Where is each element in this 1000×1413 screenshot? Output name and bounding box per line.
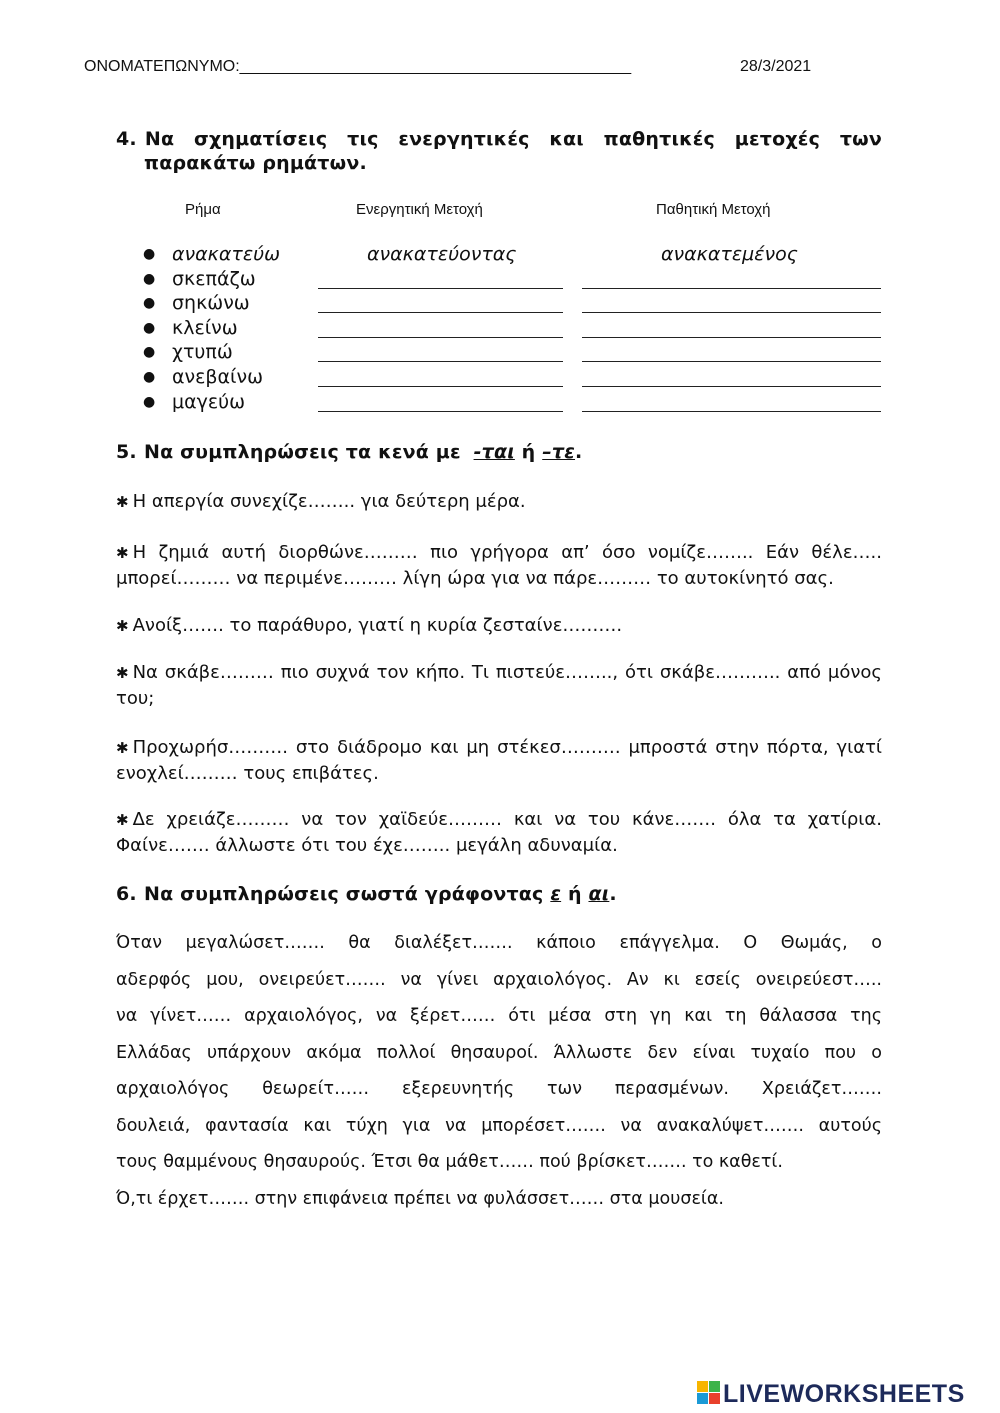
logo-squares-icon	[697, 1381, 721, 1405]
active-blank[interactable]	[318, 317, 563, 338]
verb-row	[0, 391, 1000, 415]
verb-row	[0, 292, 1000, 316]
star-icon: ✱	[116, 739, 129, 757]
verb-row	[0, 341, 1000, 365]
q6-title: 6. Να συμπληρώσεις σωστά γράφοντας ε ή αι.	[116, 883, 617, 905]
liveworksheets-logo	[697, 1380, 965, 1409]
column-verb: Ρήμα	[185, 201, 221, 218]
passive-blank[interactable]	[582, 292, 881, 313]
example-active: ανακατεύοντας	[367, 243, 517, 265]
column-active: Ενεργητική Μετοχή	[356, 201, 483, 218]
passive-blank[interactable]	[582, 317, 881, 338]
paragraph-line: δουλειά, φαντασία και τύχη για να μπορέσετ……. να ανακαλύψετ……. αυτούς	[116, 1115, 882, 1136]
verb: μαγεύω	[172, 391, 246, 413]
name-line[interactable]: ____________________________________________	[239, 58, 632, 75]
star-icon: ✱	[116, 811, 129, 829]
passive-blank[interactable]	[582, 391, 881, 412]
bullet-icon: ●	[143, 369, 156, 385]
q5-item: ✱ Να σκάβε……… πιο συχνά τον κήπο. Τι πιστεύε…….., ότι σκάβε……….. από μόνος του;	[116, 662, 882, 709]
verb: σκεπάζω	[172, 268, 256, 290]
paragraph-line: να γίνετ…… αρχαιολόγος, να ξέρετ…… ότι μέσα στη γη και τη θάλασσα της	[116, 1006, 882, 1026]
verb: κλείνω	[172, 317, 238, 339]
bullet-icon: ●	[143, 344, 156, 360]
active-blank[interactable]	[318, 391, 563, 412]
q4-title	[116, 128, 882, 174]
star-icon: ✱	[116, 664, 129, 682]
q5-item: ✱ Δε χρειάζε……… να τον χαϊδεύε……… και να του κάνε……. όλα τα χατίρια. Φαίνε……. άλλωστε ότι του έχε…….. μεγάλη αδυναμία.	[116, 809, 882, 856]
q5-option-tai: -ται	[473, 441, 515, 463]
name-label: ΟΝΟΜΑΤΕΠΩΝΥΜΟ:____________________________________________	[84, 58, 632, 75]
verb: ανεβαίνω	[172, 366, 264, 388]
paragraph-line: αρχαιολόγος θεωρείτ…… εξερευνητής των περασμένων. Χρειάζετ…….	[116, 1079, 882, 1099]
logo-text: LIVEWORKSHEETS	[723, 1380, 965, 1408]
bullet-icon: ●	[143, 394, 156, 410]
paragraph-line: τους θαμμένους θησαυρούς. Έτσι θα μάθετ…… πού βρίσκετ……. το καθετί.	[116, 1152, 783, 1172]
passive-blank[interactable]	[582, 268, 881, 289]
verb: χτυπώ	[172, 341, 233, 363]
example-verb: ανακατεύω	[172, 243, 280, 265]
q5-item: ✱ Προχωρήσ………. στο διάδρομο και μη στέκεσ………. μπροστά στην πόρτα, γιατί ενοχλεί……… τους επιβάτες.	[116, 737, 882, 784]
active-blank[interactable]	[318, 292, 563, 313]
paragraph-line: αδερφός μου, ονειρεύετ……. να γίνει αρχαιολόγος. Αν κι εσείς ονειρεύεστ…..	[116, 969, 882, 990]
q4-title-line1: Να σχηματίσεις τις ενεργητικές και παθητικές μετοχές των	[144, 128, 882, 150]
q5-item: ✱ Ανοίξ……. το παράθυρο, γιατί η κυρία ζεσταίνε……….	[116, 615, 623, 636]
passive-blank[interactable]	[582, 341, 881, 362]
paragraph-line: Ό,τι έρχετ……. στην επιφάνεια πρέπει να φυλάσσετ…… στα μουσεία.	[116, 1188, 724, 1209]
bullet-icon: ●	[143, 271, 156, 287]
verb-row	[0, 268, 1000, 292]
q5-number: 5.	[116, 441, 137, 463]
date: 28/3/2021	[740, 58, 812, 75]
bullet-icon: ●	[143, 295, 156, 311]
q5-item: ✱ Η απεργία συνεχίζε…….. για δεύτερη μέρα.	[116, 491, 526, 512]
star-icon: ✱	[116, 493, 129, 511]
q5-item: ✱ Η ζημιά αυτή διορθώνε……… πιο γρήγορα απ’ όσο νομίζε…….. Εάν θέλε….. μπορεί……… να περιμένε……… λίγη ώρα για να πάρε……… το αυτοκίνητό σας.	[116, 542, 882, 589]
verb-row-example	[0, 243, 1000, 267]
bullet-icon: ●	[143, 320, 156, 336]
active-blank[interactable]	[318, 341, 563, 362]
q5-title: 5. Να συμπληρώσεις τα κενά με -ται ή –τε.	[116, 441, 583, 463]
q6-number: 6.	[116, 883, 137, 905]
verb-row	[0, 317, 1000, 341]
column-passive: Παθητική Μετοχή	[656, 201, 771, 218]
q6-option-e: ε	[550, 883, 562, 905]
active-blank[interactable]	[318, 268, 563, 289]
bullet-icon: ●	[143, 246, 156, 262]
verb-row	[0, 366, 1000, 390]
star-icon: ✱	[116, 544, 129, 562]
example-passive: ανακατεμένος	[661, 243, 798, 265]
q6-option-ai: αι	[588, 883, 610, 905]
q4-number: 4.	[116, 128, 137, 150]
verb: σηκώνω	[172, 292, 250, 314]
active-blank[interactable]	[318, 366, 563, 387]
paragraph-line: Όταν μεγαλώσετ……. θα διαλέξετ……. κάποιο επάγγελμα. Ο Θωμάς, ο	[116, 933, 882, 953]
paragraph-line: Ελλάδας υπάρχουν ακόμα πολλοί θησαυροί. Άλλωστε δεν είναι τυχαίο που ο	[116, 1042, 882, 1063]
q4-title-line2: παρακάτω ρημάτων.	[144, 152, 367, 174]
star-icon: ✱	[116, 617, 129, 635]
q6-paragraph	[116, 925, 882, 1217]
q5-option-te: –τε	[542, 441, 576, 463]
passive-blank[interactable]	[582, 366, 881, 387]
